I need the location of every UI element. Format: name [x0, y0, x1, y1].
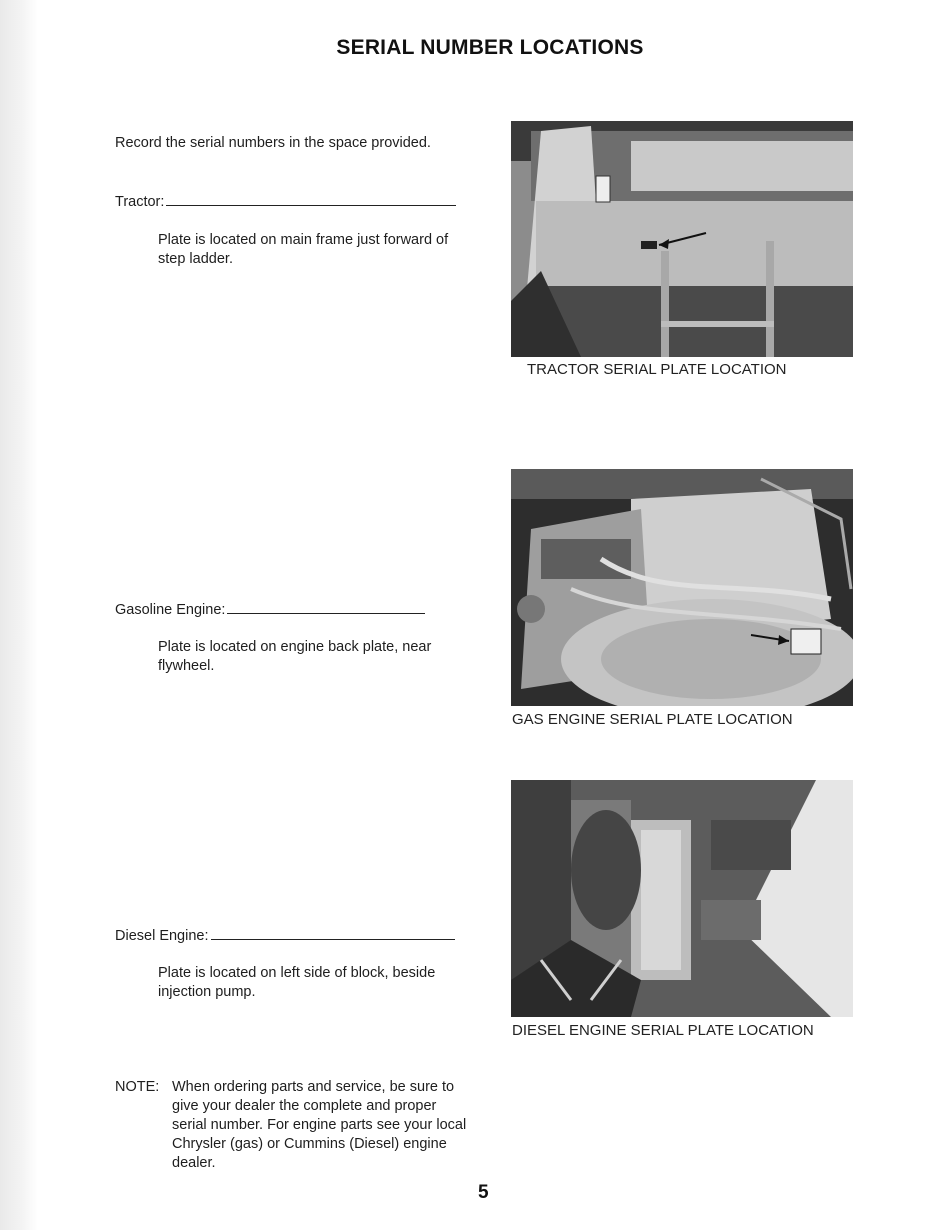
gas-engine-photo-caption: GAS ENGINE SERIAL PLATE LOCATION	[512, 711, 793, 728]
tractor-label: Tractor:	[115, 194, 165, 210]
diesel-engine-label: Diesel Engine:	[115, 928, 209, 944]
intro-text: Record the serial numbers in the space provided.	[115, 135, 431, 151]
gas-engine-serial-plate-photo	[511, 469, 853, 706]
page-title: SERIAL NUMBER LOCATIONS	[336, 36, 644, 59]
gasoline-engine-label: Gasoline Engine:	[115, 602, 226, 618]
gasoline-engine-field	[115, 599, 475, 620]
diesel-engine-serial-plate-photo	[511, 780, 853, 1017]
diesel-engine-serial-blank[interactable]	[211, 925, 455, 940]
gasoline-engine-serial-blank[interactable]	[227, 599, 425, 614]
gasoline-engine-description: Plate is located on engine back plate, near flywheel.	[158, 639, 432, 674]
scan-edge-shadow	[0, 0, 38, 1230]
tractor-serial-blank[interactable]	[166, 191, 456, 206]
tractor-description: Plate is located on main frame just forward of step ladder.	[158, 232, 449, 267]
diesel-engine-field	[115, 925, 475, 946]
tractor-field	[115, 191, 475, 212]
tractor-serial-plate-photo	[511, 121, 853, 357]
page-number: 5	[478, 1182, 489, 1203]
note-text: When ordering parts and service, be sure to give your dealer the complete and proper serial number. For engine parts see your local Chrysler (gas) or Cummins (Diesel) engine dealer.	[172, 1079, 467, 1171]
note-label: NOTE:	[115, 1079, 160, 1095]
tractor-photo-caption: TRACTOR SERIAL PLATE LOCATION	[527, 361, 787, 378]
diesel-engine-description: Plate is located on left side of block, beside injection pump.	[158, 965, 436, 1000]
diesel-engine-photo-caption: DIESEL ENGINE SERIAL PLATE LOCATION	[512, 1022, 814, 1039]
